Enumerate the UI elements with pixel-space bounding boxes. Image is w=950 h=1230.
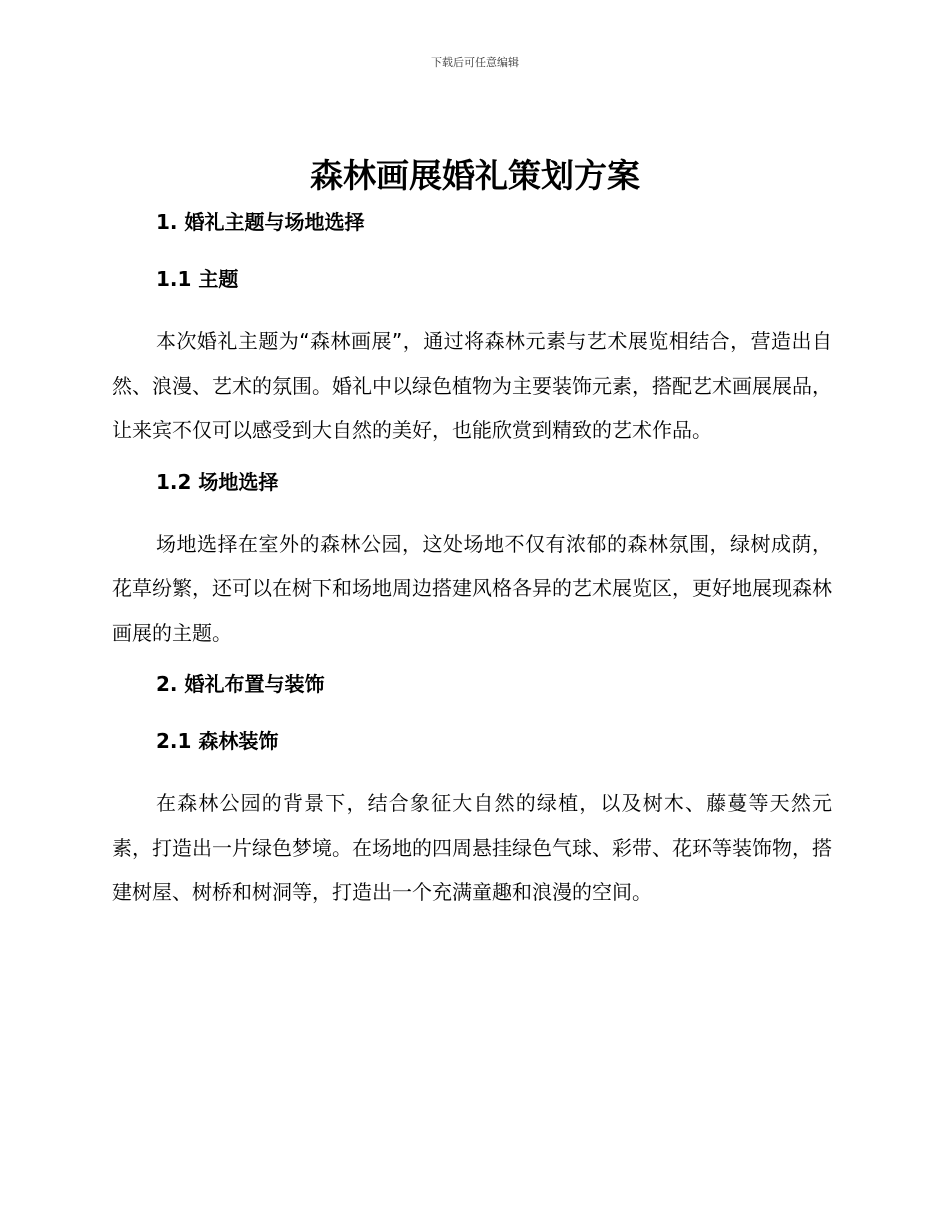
page-header-note: 下载后可任意编辑 [431, 56, 519, 69]
section-heading-2: 2. 婚礼布置与装饰 [156, 672, 325, 696]
paragraph-forest-decoration: 在森林公园的背景下，结合象征大自然的绿植，以及树木、藤蔓等天然元素，打造出一片绿色梦境。在场地的四周悬挂绿色气球、彩带、花环等装饰物，搭建树屋、树桥和树洞等，打造出一个充满童趣和浪漫的空间。 [112, 791, 832, 904]
spacer [112, 655, 832, 667]
paragraph-venue: 场地选择在室外的森林公园，这处场地不仅有浓郁的森林氛围，绿树成荫，花草纷繁，还可以在树下和场地周边搭建风格各异的艺术展览区，更好地展现森林画展的主题。 [112, 531, 832, 645]
spacer [112, 453, 832, 465]
section-heading-1: 1. 婚礼主题与场地选择 [156, 210, 365, 234]
paragraph-theme: 本次婚礼主题为“森林画展”，通过将森林元素与艺术展览相结合，营造出自然、浪漫、艺术的氛围。婚礼中以绿色植物为主要装饰元素，搭配艺术画展展品，让来宾不仅可以感受到大自然的美好，也能欣赏到精致的艺术作品。 [112, 329, 832, 442]
subsection-heading-1-1: 1.1 主题 [156, 267, 239, 291]
document-body [112, 205, 832, 915]
subsection-heading-1-2: 1.2 场地选择 [156, 469, 279, 494]
document-title: 森林画展婚礼策划方案 [310, 156, 640, 195]
subsection-heading-2-1: 2.1 森林装饰 [156, 729, 279, 753]
